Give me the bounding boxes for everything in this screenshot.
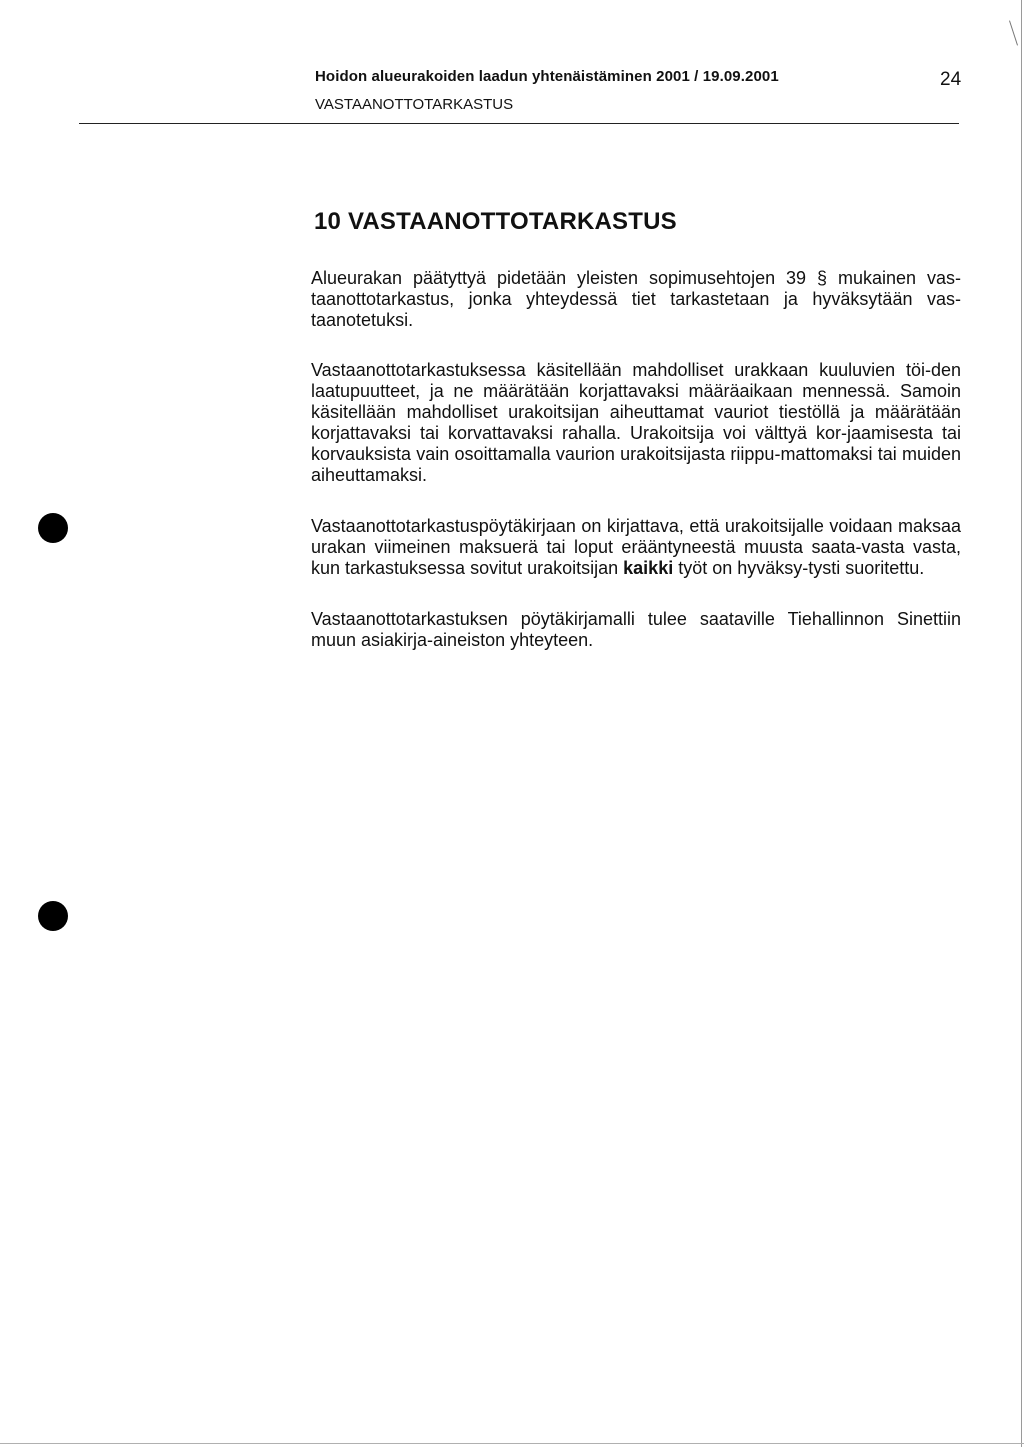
page-edge-bottom xyxy=(0,1443,1024,1444)
paragraph-3 xyxy=(311,516,961,579)
paragraph-2: Vastaanottotarkastuksessa käsitellään mahdolliset urakkaan kuuluvien töi-den laatupuutteet, ja ne määrätään korjattavaksi määräaikaan mennessä. Samoin käsitellään mahdolliset urakoitsijan aiheuttamat vauriot tiestöllä ja määrätään korjattavaksi tai korvattavaksi rahalla. Urakoitsija voi välttyä kor-jaamisesta tai korvauksista vain osoittamalla vaurion urakoitsijasta riippu-mattomaksi tai muiden aiheuttamaksi. xyxy=(311,360,961,485)
paragraph-1: Alueurakan päätyttyä pidetään yleisten sopimusehtojen 39 § mukainen vas-taanottotarkastus, jonka yhteydessä tiet tarkastetaan ja hyväksytään vas-taanotetuksi. xyxy=(311,268,961,330)
page-edge-right xyxy=(1021,0,1022,1447)
paragraph-3-bold-word: kaikki xyxy=(623,558,674,578)
punch-hole-lower xyxy=(38,901,68,931)
corner-scan-mark xyxy=(1009,20,1018,45)
document-header-subtitle: VASTAANOTTOTARKASTUS xyxy=(315,96,514,113)
punch-hole-upper xyxy=(38,513,68,543)
section-heading: 10 VASTAANOTTOTARKASTUS xyxy=(314,208,677,235)
document-header-title: Hoidon alueurakoiden laadun yhtenäistäminen 2001 / 19.09.2001 xyxy=(315,68,779,85)
paragraph-4: Vastaanottotarkastuksen pöytäkirjamalli tulee saataville Tiehallinnon Sinettiin muun asiakirja-aineiston yhteyteen. xyxy=(311,609,961,650)
paragraph-3-text-start: Vastaanottotarkastuspöytäkirjaan on kirjattava, että urakoitsijalle voidaan maksaa urakan viimeinen maksuerä tai loput erääntyneestä muusta saata-vasta vasta, kun tarkastuksessa sovitut urakoitsijan xyxy=(311,516,961,578)
paragraph-3-text-end: työt on hyväksy-tysti suoritettu. xyxy=(673,558,925,578)
page-number: 24 xyxy=(940,69,962,90)
header-divider xyxy=(79,123,959,124)
body-text xyxy=(311,268,961,674)
